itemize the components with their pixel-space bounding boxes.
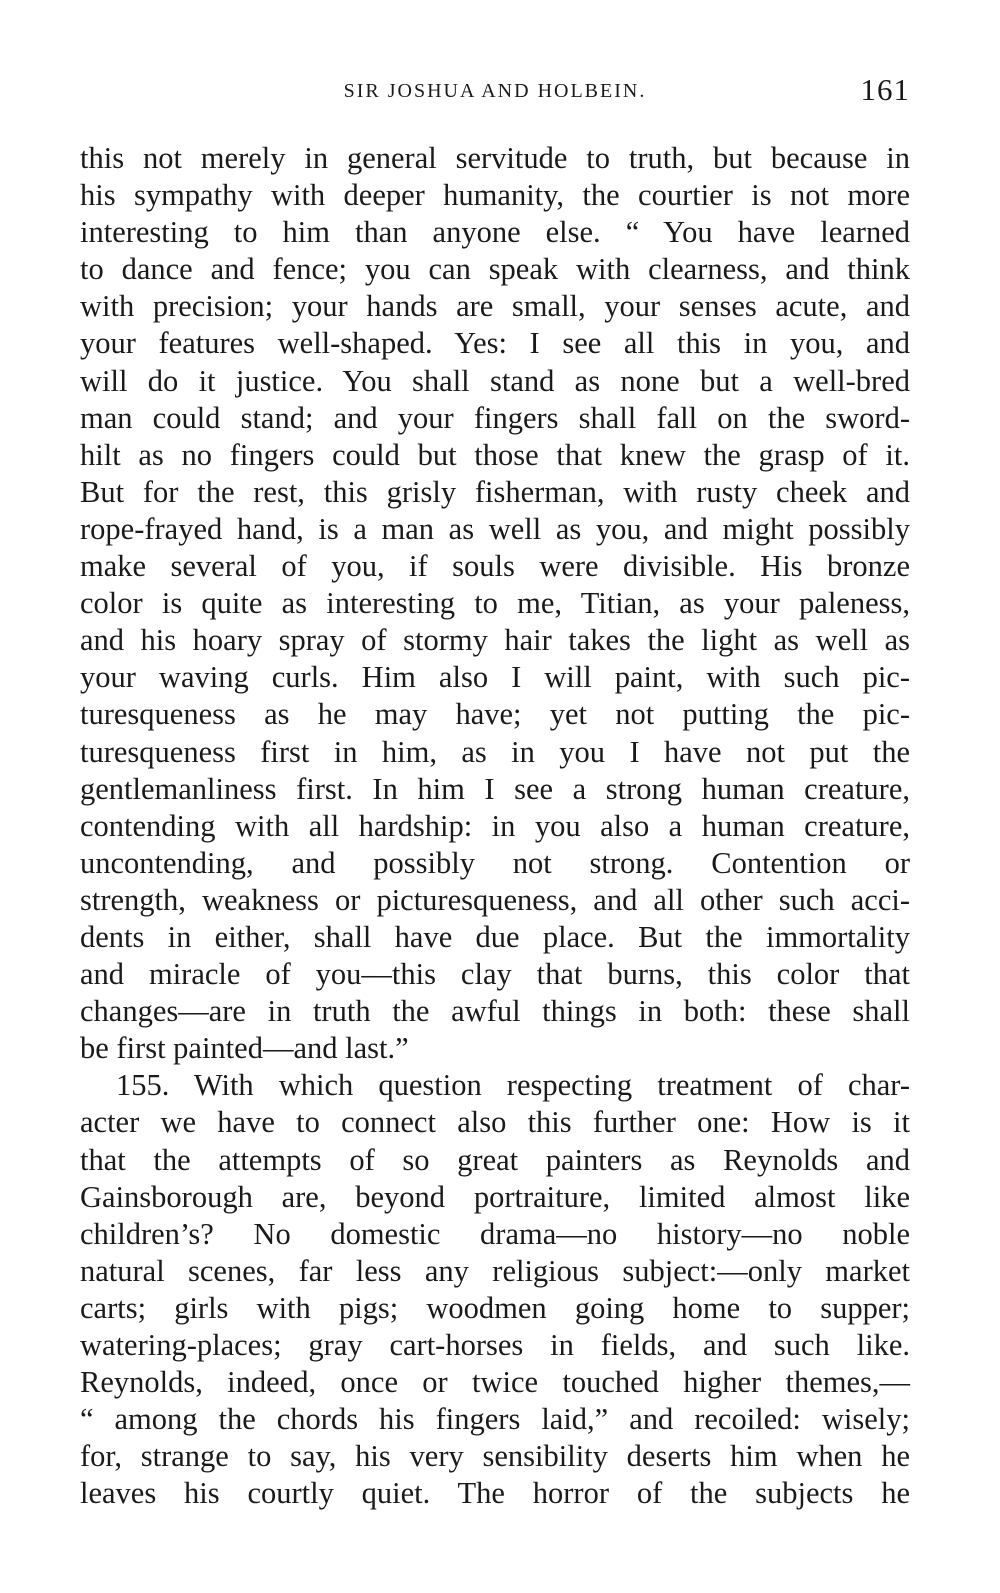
text-line: your features well-shaped. Yes: I see all this in you, and xyxy=(80,326,910,361)
text-line: to dance and fence; you can speak with clearness, and think xyxy=(80,252,910,287)
text-line: turesqueness first in him, as in you I have not put the xyxy=(80,734,910,769)
text-line: will do it justice. You shall stand as none but a well-bred xyxy=(80,363,910,398)
text-line: and miracle of you––this clay that burns, this color that xyxy=(80,957,910,992)
text-line: watering-places; gray cart-horses in fields, and such like. xyxy=(80,1328,910,1362)
page-header xyxy=(80,72,910,112)
text-line: turesqueness as he may have; yet not putting the pic- xyxy=(80,697,910,732)
paragraph-155-start: 155. With which question respecting treatment of char- xyxy=(116,1068,910,1103)
text-line: his sympathy with deeper humanity, the courtier is not more xyxy=(80,178,910,213)
text-line: for, strange to say, his very sensibility deserts him when he xyxy=(80,1439,910,1474)
text-line: interesting to him than anyone else. “ You have learned xyxy=(80,215,910,250)
text-line: color is quite as interesting to me, Titian, as your paleness, xyxy=(80,586,910,621)
text-line: Gainsborough are, beyond portraiture, limited almost like xyxy=(80,1179,910,1214)
text-line: that the attempts of so great painters as Reynolds and xyxy=(80,1142,910,1177)
text-line: acter we have to connect also this further one: How is it xyxy=(80,1105,910,1140)
text-line: and his hoary spray of stormy hair takes the light as well as xyxy=(80,623,910,658)
text-line: strength, weakness or picturesqueness, and all other such acci- xyxy=(80,882,910,917)
text-line: dents in either, shall have due place. But the immortality xyxy=(80,919,910,954)
page-number: 161 xyxy=(860,72,910,107)
text-line: leaves his courtly quiet. The horror of the subjects he xyxy=(80,1476,910,1511)
text-line: man could stand; and your fingers shall fall on the sword- xyxy=(80,400,910,435)
text-line: Reynolds, indeed, once or twice touched higher themes,— xyxy=(80,1365,910,1400)
body-text xyxy=(80,140,910,1512)
running-title: SIR JOSHUA AND HOLBEIN. xyxy=(343,80,647,102)
text-line: make several of you, if souls were divisible. His bronze xyxy=(80,549,910,584)
text-line: with precision; your hands are small, your senses acute, and xyxy=(80,289,910,324)
text-line: this not merely in general servitude to truth, but because in xyxy=(80,141,910,175)
text-line: carts; girls with pigs; woodmen going home to supper; xyxy=(80,1290,910,1325)
text-line: changes—are in truth the awful things in both: these shall xyxy=(80,994,910,1029)
paragraph-end-line: be first painted—and last.” xyxy=(80,1031,409,1066)
text-line: children’s? No domestic drama—no history—no noble xyxy=(80,1216,910,1251)
text-line: natural scenes, far less any religious subject:—only market xyxy=(80,1253,910,1288)
text-line: contending with all hardship: in you also a human creature, xyxy=(80,808,910,843)
text-line: your waving curls. Him also I will paint, with such pic- xyxy=(80,660,910,695)
text-line: uncontending, and possibly not strong. Contention or xyxy=(80,845,910,880)
text-line: “ among the chords his fingers laid,” and recoiled: wisely; xyxy=(80,1402,910,1437)
text-line: hilt as no fingers could but those that knew the grasp of it. xyxy=(80,437,910,472)
text-line: rope-frayed hand, is a man as well as you, and might possibly xyxy=(80,511,910,546)
text-line: But for the rest, this grisly fisherman, with rusty cheek and xyxy=(80,474,910,509)
text-line: gentlemanliness first. In him I see a strong human creature, xyxy=(80,771,910,806)
